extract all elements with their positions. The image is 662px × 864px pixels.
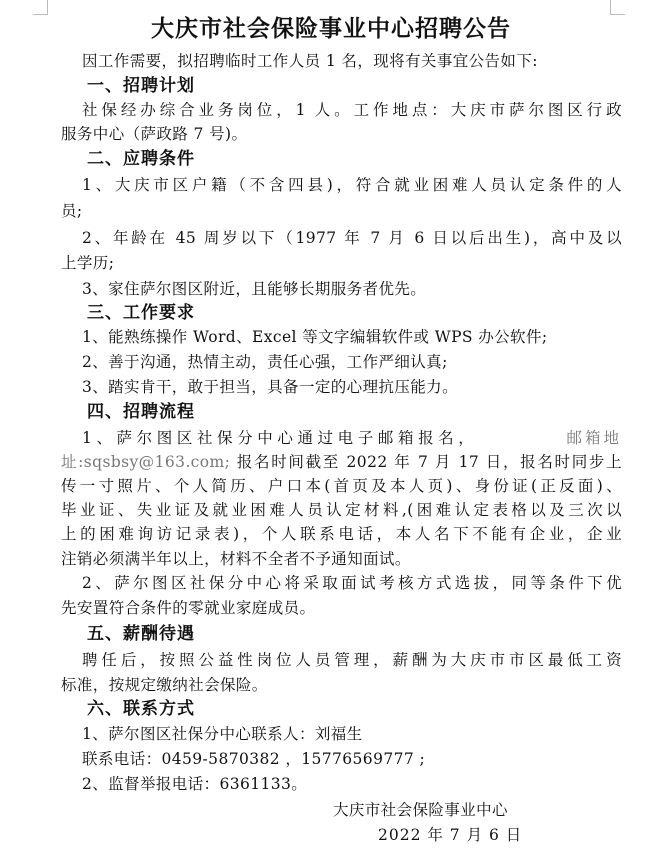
text-line: 先安置符合条件的零就业家庭成员。: [61, 599, 316, 617]
text-line: 毕业证、失业证及就业困难人员认定材料,(困难认定表格以及三次以: [61, 501, 622, 519]
text-line: 上学历;: [61, 254, 115, 272]
email-address: 址:sqsbsy@163.com;: [61, 453, 231, 471]
text-line: 3、踏实肯干，敢于担当，具备一定的心理抗压能力。: [82, 378, 458, 396]
email-label: 邮箱地: [566, 429, 622, 447]
text-line: 1、大庆市区户籍（不含四县)，符合就业困难人员认定条件的人: [82, 176, 622, 194]
text-line: 标准，按规定缴纳社会保险。: [61, 676, 268, 694]
section-heading-duties: 三、工作要求: [87, 303, 195, 323]
text-line: 聘任后，按照公益性岗位人员管理，薪酬为大庆市市区最低工资: [82, 651, 622, 669]
section-heading-requirements: 二、应聘条件: [87, 149, 195, 169]
text-line: 1、萨尔图区社保分中心联系人：刘福生: [82, 725, 363, 743]
section-heading-salary: 五、薪酬待遇: [87, 624, 195, 644]
report-phone: 2、监督举报电话：6361133。: [82, 775, 308, 793]
signature-date: 2022 年 7 月 6 日: [378, 826, 523, 844]
text-line: 3、家住萨尔图区附近，且能够长期服务者优先。: [82, 280, 427, 298]
text-line: 2、善于沟通，热情主动，责任心强，工作严细认真;: [82, 353, 448, 371]
deadline-text: 报名时间截至 2022 年 7 月 17 日，报名时同步上: [230, 453, 622, 471]
section-heading-process: 四、招聘流程: [87, 402, 195, 422]
text-line: [61, 452, 622, 472]
signature-organization: 大庆市社会保险事业中心: [333, 801, 508, 819]
text-line: 员;: [61, 202, 83, 220]
intro-paragraph: 因工作需要，拟招聘临时工作人员 1 名，现将有关事宜公告如下:: [82, 52, 538, 70]
document-title: 大庆市社会保险事业中心招聘公告: [151, 16, 511, 42]
text-line: 服务中心（萨政路 7 号)。: [61, 125, 248, 143]
section-heading-contact: 六、联系方式: [87, 699, 195, 719]
text-line: 2、年龄在 45 周岁以下（1977 年 7 月 6 日以后出生)，高中及以: [82, 229, 622, 247]
process-text-start: 1、萨尔图区社保分中心通过电子邮箱报名，: [82, 429, 479, 447]
text-line: 注销必须满半年以上，材料不全者不予通知面试。: [61, 550, 411, 568]
text-line: [82, 428, 622, 448]
text-line: 传一寸照片、个人简历、户口本(首页及本人页)、身份证(正反面)、: [61, 477, 622, 495]
section-heading-plan: 一、招聘计划: [87, 76, 195, 96]
text-line: 1、能熟练操作 Word、Excel 等文字编辑软件或 WPS 办公软件;: [82, 328, 548, 346]
text-line: 上的困难询访记录表)，个人联系电话，本人名下不能有企业，企业: [61, 525, 622, 543]
contact-phone: 联系电话：0459-5870382 ，15776569777 ;: [82, 750, 426, 768]
text-line: 2、萨尔图区社保分中心将采取面试考核方式选拔，同等条件下优: [82, 574, 622, 592]
text-line: 社保经办综合业务岗位，1 人。工作地点：大庆市萨尔图区行政: [82, 101, 622, 119]
